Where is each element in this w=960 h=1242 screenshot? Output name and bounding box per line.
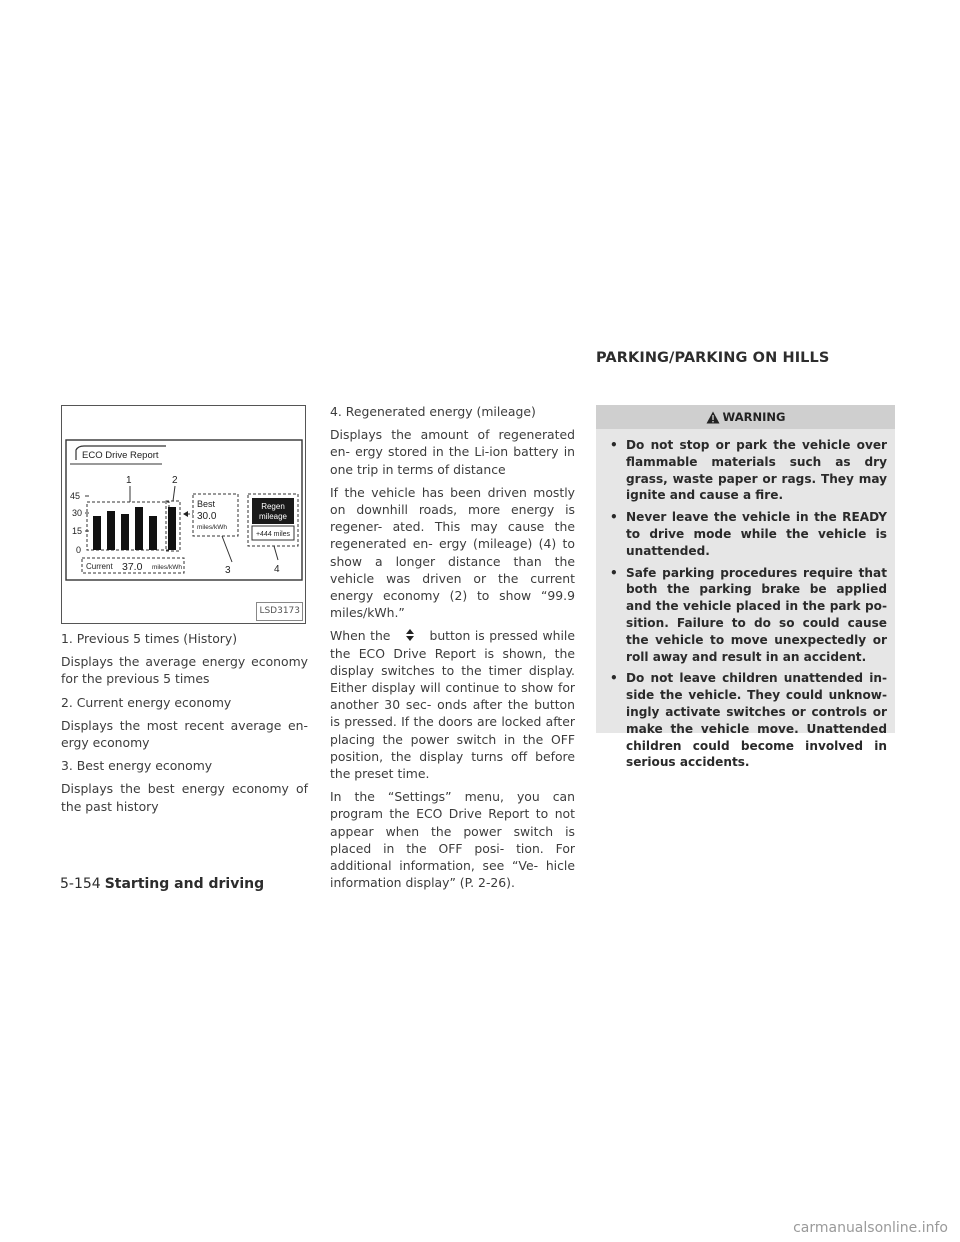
regen-value: +444 miles — [255, 531, 291, 538]
figure-code: LSD3173 — [256, 602, 303, 621]
best-value: 30.0 — [197, 511, 217, 522]
history-bar-4 — [135, 507, 143, 550]
warning-box — [596, 405, 895, 770]
warning-item: • Do not leave children unattended in- side the vehicle. They could unknow- ingly activate switches or controls or make the vehicle move. Unattended children could become involved in serious accidents. — [610, 670, 887, 771]
callout-4: 4 — [274, 564, 280, 575]
list-item-4-desc: Displays the amount of regenerated en- ergy stored in the Li-ion battery in one trip in terms of distance — [330, 427, 575, 477]
best-marker — [183, 511, 188, 517]
current-bar — [168, 507, 176, 550]
best-unit: miles/kWh — [197, 524, 227, 531]
figure-title: ECO Drive Report — [82, 450, 159, 461]
callout-3: 3 — [225, 565, 231, 576]
paragraph-button: When the button is pressed while the ECO Drive Report is shown, the display switches to the timer display. Either display will continue to show for another 30 sec- onds after the button is pressed. If the doors are locked after placing the power switch in the OFF position, the display turns off before the preset time. — [330, 628, 575, 782]
list-item-4: 4. Regenerated energy (mileage) — [330, 404, 536, 419]
warning-item: • Do not stop or park the vehicle over flammable materials such as dry grass, waste paper or rags. They may ignite and cause a fire. — [610, 437, 887, 504]
eco-drive-report-illustration — [62, 406, 307, 625]
regen-line2: mileage — [258, 512, 288, 521]
history-bar-5 — [149, 516, 157, 550]
list-item-2: 2. Current energy economy — [61, 694, 232, 710]
warning-item: • Safe parking procedures require that both the parking brake be applied and the vehicle placed in the park po- sition. Failure to do so could cause the vehicle to move unexpectedly or roll away and result in an accident. — [610, 565, 887, 666]
y-tick-0: 0 — [76, 545, 82, 555]
history-bar-2 — [107, 511, 115, 550]
callout-2: 2 — [172, 475, 178, 486]
warning-item: • Never leave the vehicle in the READY to drive mode while the vehicle is unattended. — [610, 509, 887, 559]
up-down-arrow-icon — [395, 629, 425, 641]
warning-triangle-icon — [706, 411, 720, 424]
paragraph-settings: In the “Settings” menu, you can program the ECO Drive Report to not appear when the power switch is placed in the OFF posi- tion. For additional information, see “Ve- hicle information display” (P. 2-26). — [330, 789, 575, 891]
paragraph-downhill: If the vehicle has been driven mostly on downhill roads, more energy is regener- ated. This may cause the regenerated en- ergy (mileage) (4) to show a longer distance than the vehicle was driven or the current energy economy (2) to show “99.9 miles/kWh.” — [330, 484, 575, 621]
callout-1: 1 — [126, 475, 132, 486]
page-number: 5-154 — [60, 876, 101, 892]
eco-drive-report-figure — [61, 405, 306, 624]
best-label: Best — [197, 499, 216, 509]
current-label: Current — [86, 562, 113, 571]
column-left — [61, 405, 308, 821]
list-item-1-desc: Displays the average energy economy for the previous 5 times — [61, 654, 308, 687]
list-item-3-desc: Displays the best energy economy of the past history — [61, 781, 308, 814]
list-item-1: 1. Previous 5 times (History) — [61, 631, 238, 646]
history-bar-3 — [121, 514, 129, 550]
warning-list — [596, 429, 895, 771]
section-title: PARKING/PARKING ON HILLS — [596, 350, 830, 366]
regen-line1: Regen — [261, 502, 285, 511]
list-item-2-desc: Displays the most recent average en- ergy economy — [61, 717, 308, 751]
y-tick-30: 30 — [72, 508, 83, 518]
history-bar-1 — [93, 516, 101, 550]
warning-title: WARNING — [722, 410, 786, 424]
current-unit: miles/kWh — [152, 564, 182, 571]
list-item-3: 3. Best energy economy — [61, 758, 213, 774]
warning-header — [596, 405, 895, 429]
watermark: carmanualsonline.info — [793, 1220, 948, 1236]
current-value: 37.0 — [122, 561, 143, 573]
y-tick-45: 45 — [70, 491, 81, 501]
page-footer — [60, 876, 264, 892]
y-tick-15: 15 — [72, 526, 83, 536]
column-middle — [330, 403, 575, 897]
chapter-title: Starting and driving — [104, 876, 265, 892]
